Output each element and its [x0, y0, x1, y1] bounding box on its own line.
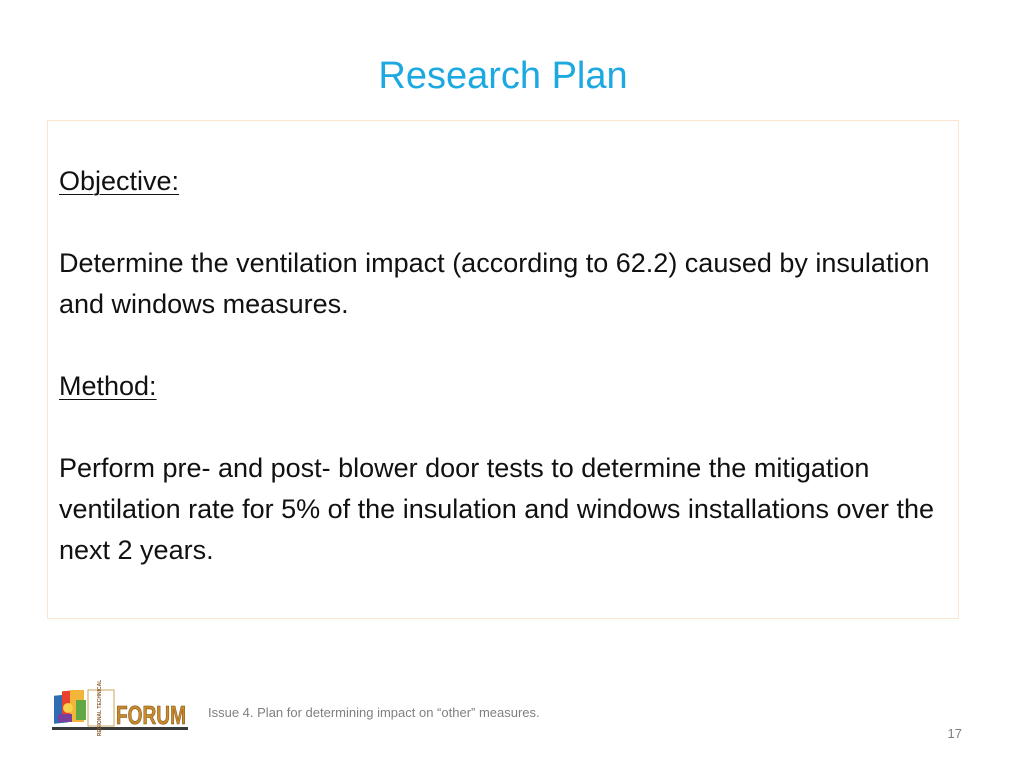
spacer [59, 407, 949, 448]
slide-body [59, 161, 949, 571]
objective-text: Determine the ventilation impact (according to 62.2) caused by insulation and windows measures. [59, 248, 930, 319]
logo-forum-text: FORUM [116, 700, 186, 730]
method-heading: Method: [59, 371, 157, 401]
spacer [59, 202, 949, 243]
regional-technical-forum-logo [52, 679, 188, 737]
logo-side-text: REGIONAL TECHNICAL [97, 679, 103, 737]
slide-title: Research Plan [378, 55, 628, 97]
objective-heading: Objective: [59, 166, 180, 196]
page-number: 17 [947, 726, 962, 741]
footer-caption: Issue 4. Plan for determining impact on “other” measures. [208, 705, 540, 720]
spacer [59, 325, 949, 366]
rtf-logo-icon [52, 679, 188, 737]
method-text: Perform pre- and post- blower door tests to determine the mitigation ventilation rate for 5% of the insulation and windows installations over the next 2 years. [59, 453, 935, 565]
